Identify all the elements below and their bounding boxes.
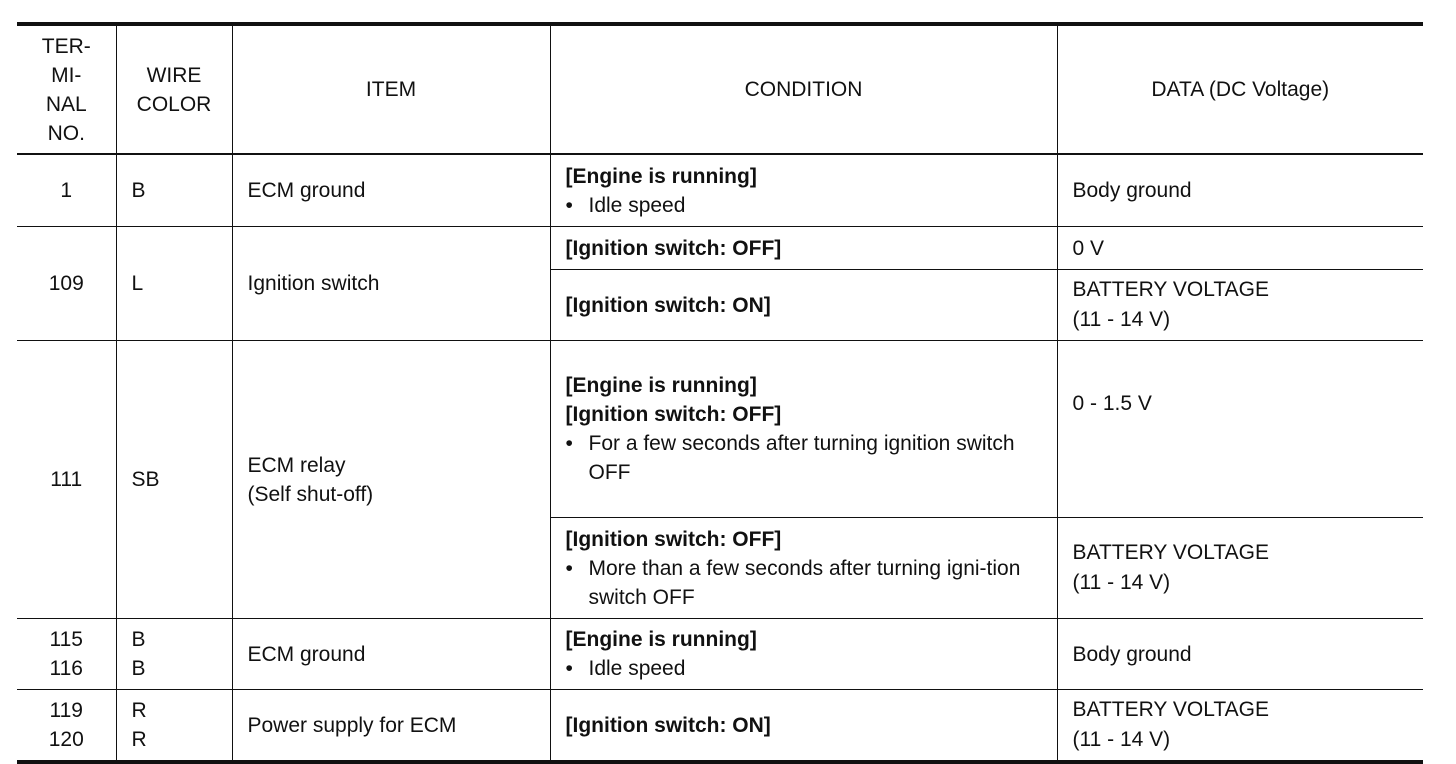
- header-row: [17, 24, 1423, 154]
- terminal-number: 111: [50, 468, 83, 491]
- item-text: ECM relay: [247, 453, 346, 477]
- wire-color: B: [131, 657, 146, 680]
- condition-bullet: [566, 554, 1042, 612]
- condition-title: [Engine is running]: [565, 628, 757, 651]
- condition-title: [Engine is running]: [565, 164, 757, 188]
- table-row: [17, 154, 1423, 227]
- terminal-cell: [17, 154, 116, 227]
- header-terminal-line: NO.: [47, 121, 85, 145]
- data-value: Body ground: [1072, 179, 1192, 202]
- condition-bullet: [566, 654, 1042, 683]
- terminal-cell: [17, 341, 116, 619]
- header-wire-line: WIRE: [146, 63, 202, 87]
- wire-color: B: [131, 179, 146, 202]
- table-row: [17, 341, 1423, 518]
- item-cell: [232, 227, 550, 341]
- data-value: 0 - 1.5 V: [1072, 392, 1152, 415]
- item-text: Ignition switch: [247, 272, 380, 295]
- data-range: (11 - 14 V): [1072, 571, 1171, 594]
- condition-bullet: [566, 191, 1042, 220]
- condition-title: [Ignition switch: ON]: [565, 293, 771, 317]
- condition-title: [Engine is running]: [565, 374, 757, 397]
- bullet-dot-icon: •: [565, 556, 573, 580]
- condition-bullet-text: Idle speed: [588, 657, 686, 680]
- bullet-dot-icon: •: [565, 193, 573, 217]
- header-terminal-line: MI-: [51, 63, 82, 87]
- terminal-number: 115: [49, 628, 83, 651]
- condition-cell: [550, 518, 1057, 619]
- data-value: BATTERY VOLTAGE: [1072, 698, 1269, 721]
- data-range: (11 - 14 V): [1072, 308, 1171, 331]
- condition-title: [Ignition switch: OFF]: [565, 236, 782, 260]
- condition-bullet-text: Idle speed: [588, 193, 686, 217]
- ecm-terminal-table: [17, 22, 1423, 764]
- header-item: ITEM: [232, 24, 550, 154]
- bullet-dot-icon: •: [565, 432, 573, 455]
- header-terminal-line: TER-: [41, 34, 91, 58]
- data-cell: [1057, 518, 1423, 619]
- data-value: 0 V: [1072, 236, 1105, 260]
- condition-bullet: [566, 429, 1042, 487]
- condition-cell: [550, 270, 1057, 341]
- data-value: Body ground: [1072, 642, 1192, 666]
- data-range: (11 - 14 V): [1072, 728, 1171, 751]
- item-cell: [232, 154, 550, 227]
- bullet-dot-icon: •: [565, 657, 573, 680]
- terminal-number: 120: [48, 728, 84, 751]
- condition-cell: [550, 154, 1057, 227]
- wire-color-cell: [116, 341, 232, 619]
- item-cell: [232, 690, 550, 763]
- wire-color-cell: [116, 690, 232, 763]
- wire-color: R: [131, 728, 147, 751]
- wire-color: B: [131, 628, 146, 651]
- item-text: ECM ground: [247, 179, 366, 202]
- wire-color-cell: [116, 154, 232, 227]
- item-cell: [232, 341, 550, 619]
- condition-cell: [550, 341, 1057, 518]
- data-cell: [1057, 270, 1423, 341]
- item-text: ECM ground: [247, 642, 366, 666]
- condition-cell: [550, 619, 1057, 690]
- header-terminal-line: NAL: [45, 92, 87, 116]
- terminal-number: 1: [60, 179, 73, 202]
- header-data: DATA (DC Voltage): [1057, 24, 1423, 154]
- table-row: [17, 690, 1423, 763]
- terminal-cell: [17, 227, 116, 341]
- item-text: Power supply for ECM: [247, 713, 457, 737]
- data-cell: [1057, 227, 1423, 270]
- header-wire-color: [116, 24, 232, 154]
- wire-color: SB: [131, 468, 160, 491]
- table-row: [17, 619, 1423, 690]
- header-wire-line: COLOR: [136, 92, 212, 116]
- wire-color: R: [131, 699, 147, 722]
- condition-bullet-text: More than a few seconds after turning igni-tion switch OFF: [588, 556, 1021, 609]
- terminal-number: 116: [49, 657, 83, 680]
- data-cell: [1057, 619, 1423, 690]
- condition-title: [Ignition switch: ON]: [565, 713, 771, 737]
- data-cell: [1057, 341, 1423, 518]
- header-terminal: [17, 24, 116, 154]
- terminal-number: 119: [49, 699, 83, 722]
- wire-color-cell: [116, 619, 232, 690]
- table-row: [17, 227, 1423, 270]
- data-cell: [1057, 690, 1423, 763]
- item-subtext: (Self shut-off): [247, 482, 374, 506]
- condition-title: [Ignition switch: OFF]: [565, 527, 782, 551]
- terminal-cell: [17, 619, 116, 690]
- wire-color: L: [131, 272, 144, 295]
- terminal-cell: [17, 690, 116, 763]
- condition-title: [Ignition switch: OFF]: [565, 403, 782, 426]
- item-cell: [232, 619, 550, 690]
- condition-bullet-text: For a few seconds after turning ignition switch OFF: [588, 432, 1015, 484]
- data-value: BATTERY VOLTAGE: [1072, 541, 1269, 564]
- condition-cell: [550, 227, 1057, 270]
- terminal-number: 109: [48, 272, 84, 295]
- data-value: BATTERY VOLTAGE: [1072, 278, 1269, 301]
- wire-color-cell: [116, 227, 232, 341]
- data-cell: [1057, 154, 1423, 227]
- condition-cell: [550, 690, 1057, 763]
- header-condition: CONDITION: [550, 24, 1057, 154]
